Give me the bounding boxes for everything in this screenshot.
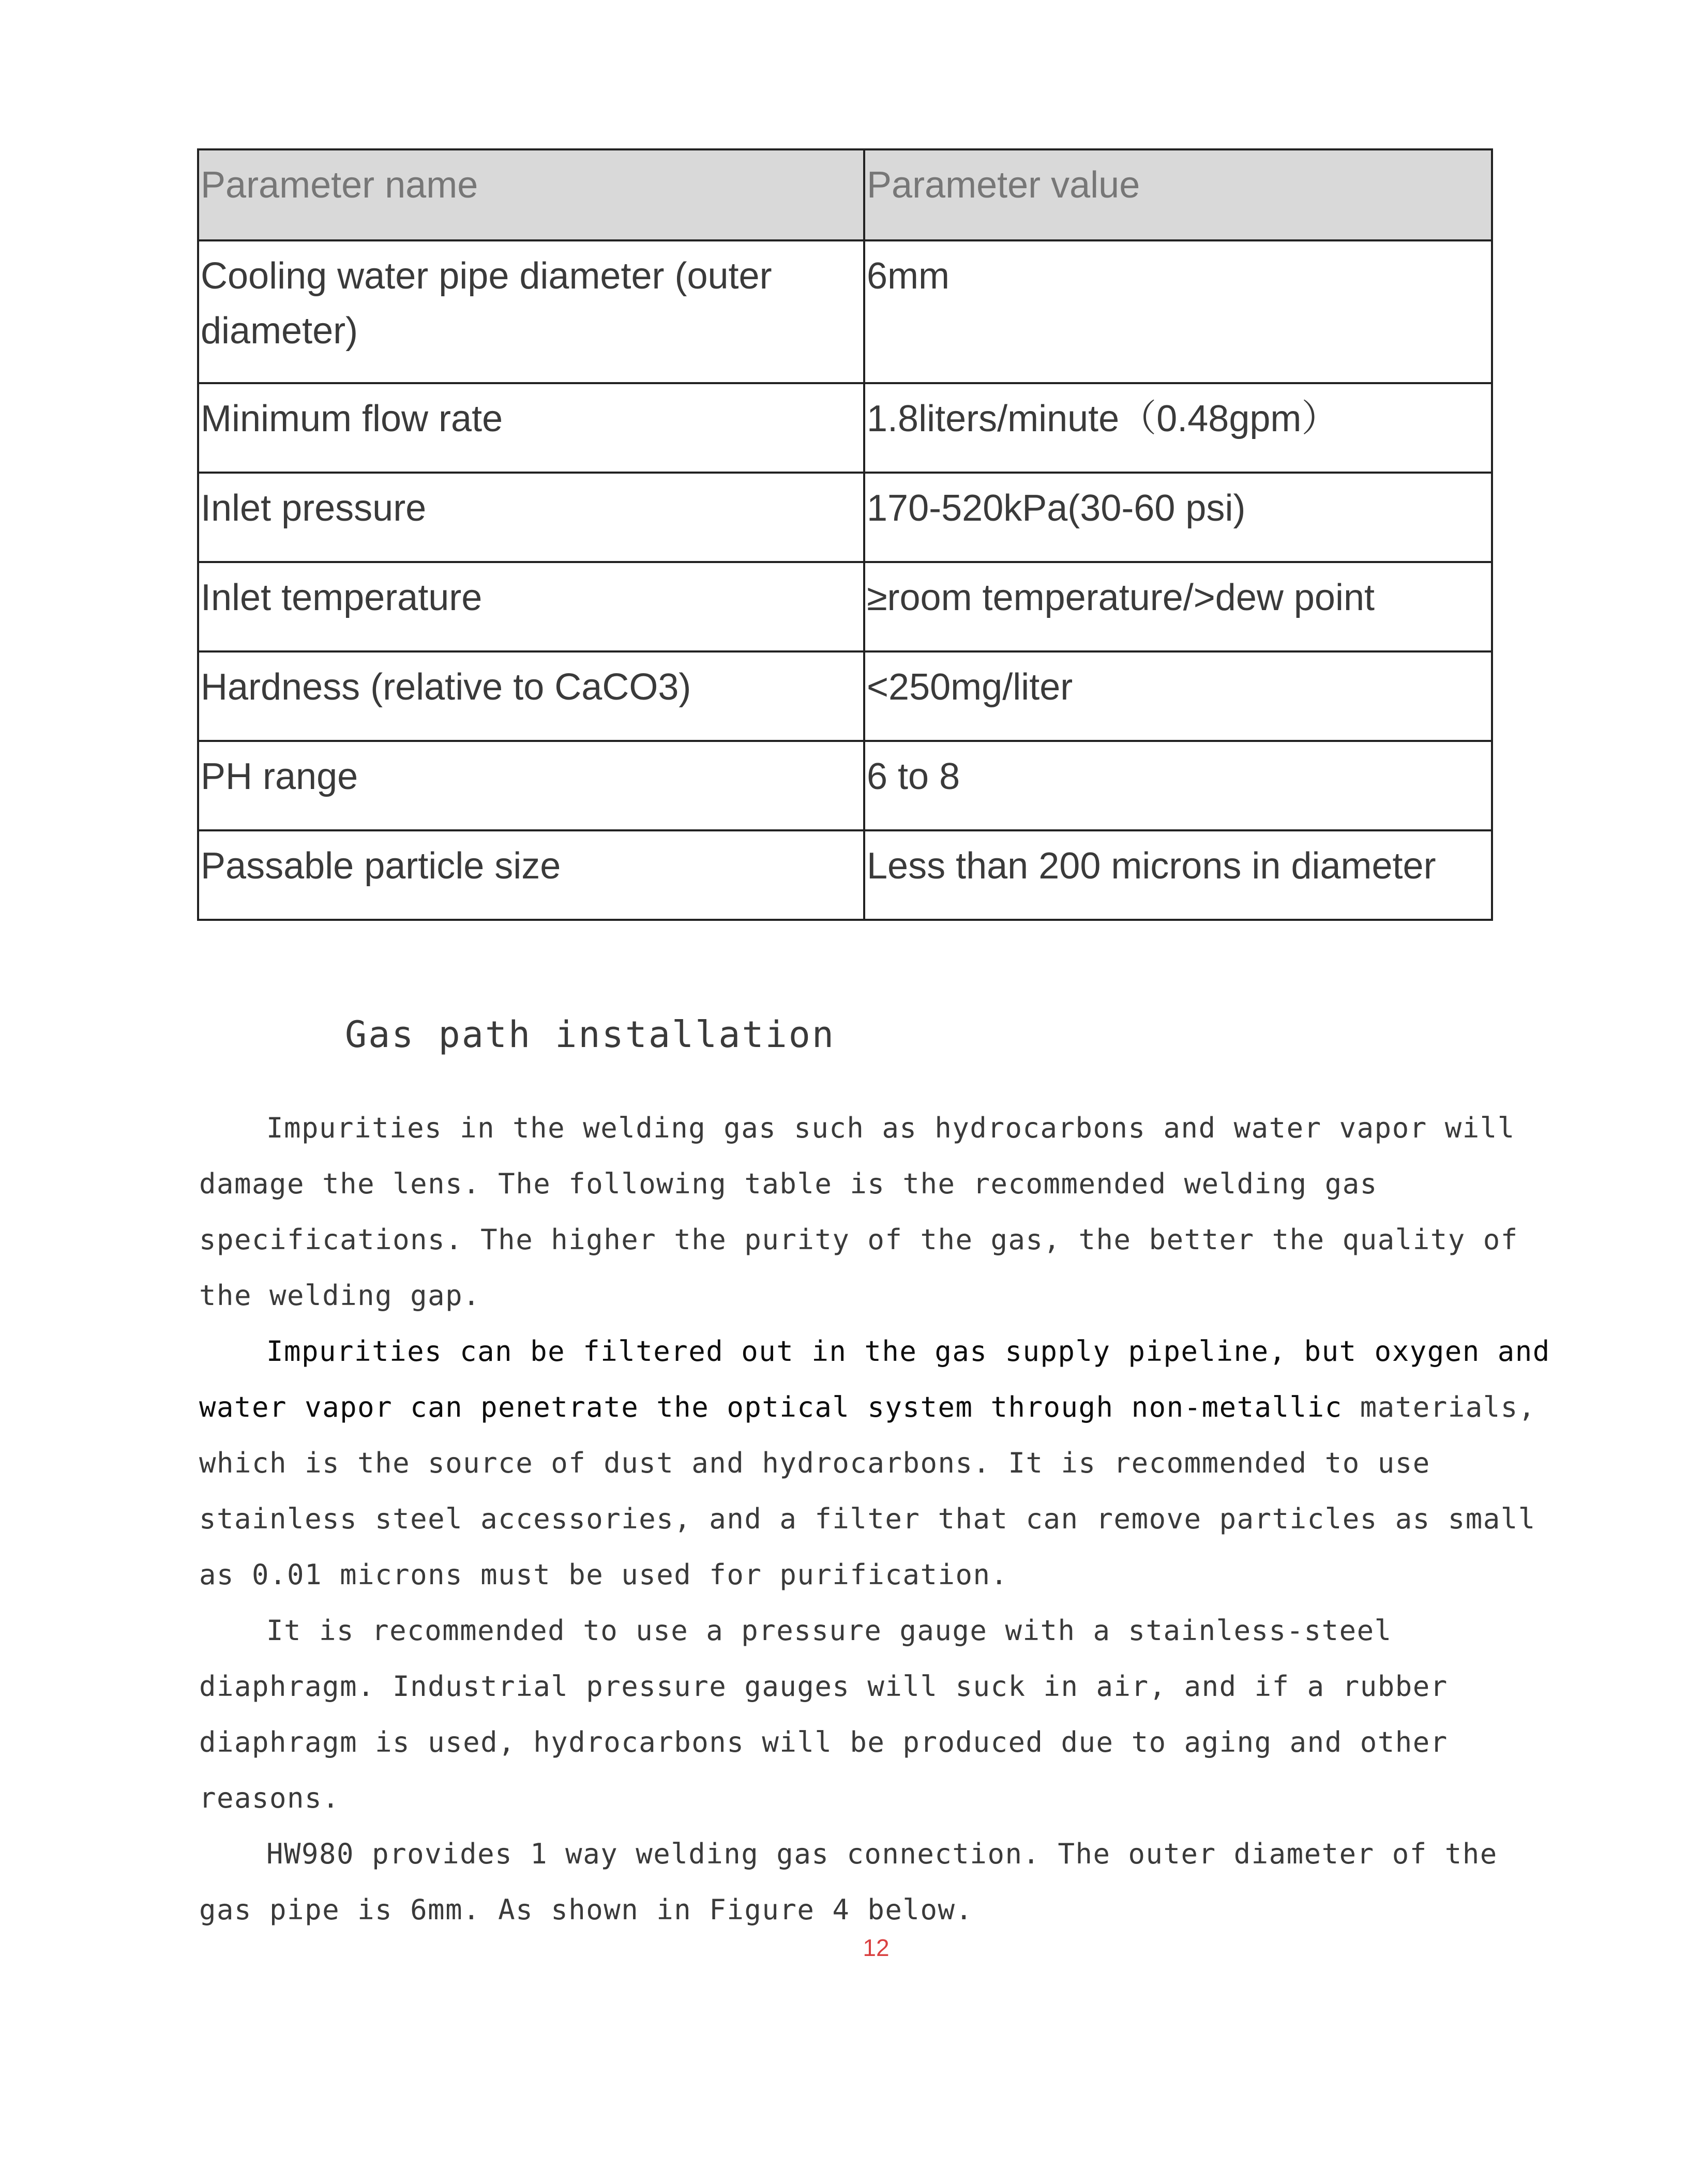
paragraph-line: damage the lens. The following table is the recommended welding gas [199, 1167, 1378, 1200]
section-heading: Gas path installation [345, 1013, 836, 1056]
parameter-name-cell: Inlet temperature [198, 562, 864, 651]
table-row [198, 741, 1492, 830]
paragraph-line: as 0.01 microns must be used for purification. [199, 1558, 1008, 1591]
parameter-value-cell: <250mg/liter [864, 651, 1492, 741]
header-parameter-name: Parameter name [198, 149, 864, 240]
table-row [198, 473, 1492, 562]
parameter-value-cell: Less than 200 microns in diameter [864, 830, 1492, 920]
paragraph-line: reasons. [199, 1782, 340, 1814]
paragraph-line: It is recommended to use a pressure gauge with a stainless-steel [266, 1614, 1392, 1647]
body-text [199, 1100, 1550, 1938]
table-row [198, 240, 1492, 383]
paragraph-line: Impurities in the welding gas such as hydrocarbons and water vapor will [266, 1112, 1515, 1144]
paragraph-line: stainless steel accessories, and a filter that can remove particles as small [199, 1503, 1536, 1535]
paragraph-line: specifications. The higher the purity of the gas, the better the quality of [199, 1223, 1518, 1256]
paragraph-line: the welding gap. [199, 1279, 481, 1312]
paragraph-line: diaphragm. Industrial pressure gauges will suck in air, and if a rubber [199, 1670, 1448, 1703]
parameter-name-cell: Hardness (relative to CaCO3) [198, 651, 864, 741]
parameter-name-cell: Passable particle size [198, 830, 864, 920]
parameter-value-cell: 6mm [864, 240, 1492, 383]
page-number-text: 12 [863, 1934, 890, 1961]
table-row [198, 383, 1492, 473]
parameter-name-cell: Cooling water pipe diameter (outer diameter) [198, 240, 864, 383]
parameter-name-cell: Minimum flow rate [198, 383, 864, 473]
header-parameter-value: Parameter value [864, 149, 1492, 240]
parameter-value-cell: 6 to 8 [864, 741, 1492, 830]
parameter-name-cell: PH range [198, 741, 864, 830]
table-row [198, 651, 1492, 741]
paragraph-line [199, 1379, 1536, 1435]
paragraph-line: gas pipe is 6mm. As shown in Figure 4 below. [199, 1893, 973, 1926]
table-row [198, 830, 1492, 920]
parameter-name-cell: Inlet pressure [198, 473, 864, 562]
paragraph-line: which is the source of dust and hydrocarbons. It is recommended to use [199, 1447, 1430, 1479]
paragraph-line: diaphragm is used, hydrocarbons will be produced due to aging and other [199, 1726, 1448, 1758]
paragraph-line-segment: water vapor can penetrate the optical system through non-metallic [199, 1391, 1343, 1423]
table-header-row [198, 149, 1492, 240]
parameter-value-cell: ≥room temperature/>dew point [864, 562, 1492, 651]
paragraph-line-segment: materials, [1342, 1391, 1536, 1423]
parameter-table [197, 148, 1493, 921]
parameter-value-cell: 170-520kPa(30-60 psi) [864, 473, 1492, 562]
paragraph-line: Impurities can be filtered out in the gas supply pipeline, but oxygen and [266, 1335, 1550, 1368]
paragraph-line: HW980 provides 1 way welding gas connection. The outer diameter of the [266, 1838, 1498, 1870]
parameter-value-cell: 1.8liters/minute（0.48gpm） [864, 383, 1492, 473]
table-row [198, 562, 1492, 651]
page-number [0, 1934, 1688, 1962]
